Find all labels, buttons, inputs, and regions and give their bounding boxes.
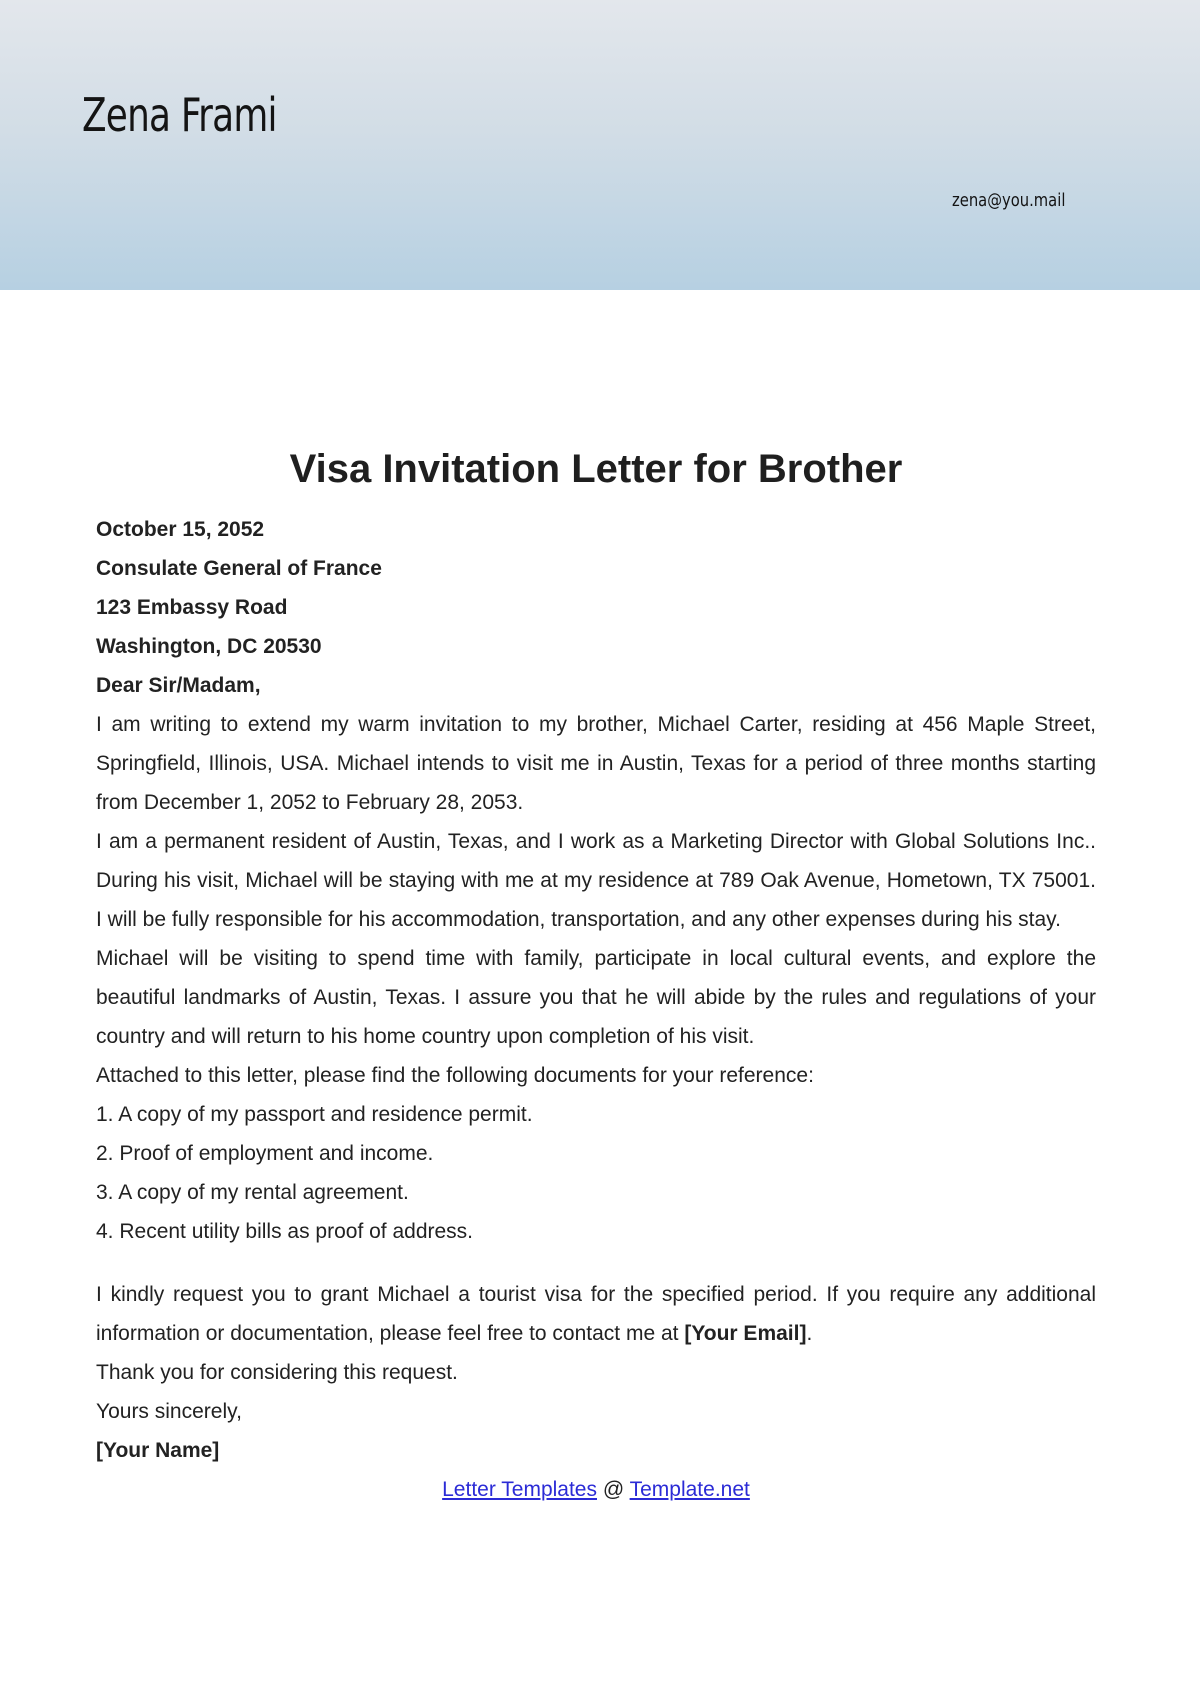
paragraph-purpose: Michael will be visiting to spend time with family, participate in local cultural events, and explore the beautiful landmarks of Austin, Texas. I assure you that he will abide by the rules and regulations of your country and will return to his home country upon completion of his visit. bbox=[96, 947, 1096, 1048]
paragraph-request bbox=[96, 1275, 1096, 1353]
footer-credit bbox=[96, 1470, 1096, 1509]
paragraph-residence: I am a permanent resident of Austin, Texas, and I work as a Marketing Director with Global Solutions Inc.. During his visit, Michael will be staying with me at my residence at 789 Oak Avenue, Hometown, TX 75001. I will be fully responsible for his accommodation, transportation, and any other expenses during his stay. bbox=[96, 830, 1096, 931]
template-net-link[interactable]: Template.net bbox=[629, 1478, 750, 1501]
sender-name: Zena Frami bbox=[82, 88, 277, 142]
list-item: 1. A copy of my passport and residence permit. bbox=[96, 1103, 533, 1126]
request-text: I kindly request you to grant Michael a tourist visa for the specified period. If you require any additional information or documentation, please feel free to contact me at bbox=[96, 1283, 1096, 1345]
sender-email: zena@you.mail bbox=[952, 190, 1066, 211]
paragraph-invitation: I am writing to extend my warm invitation to my brother, Michael Carter, residing at 456 Maple Street, Springfield, Illinois, USA. Michael intends to visit me in Austin, Texas for a period of three months starting from December 1, 2052 to February 28, 2053. bbox=[96, 713, 1096, 814]
letter-title: Visa Invitation Letter for Brother bbox=[289, 447, 903, 491]
header-banner bbox=[0, 0, 1200, 290]
recipient-org: Consulate General of France bbox=[96, 557, 382, 580]
list-item: 4. Recent utility bills as proof of address. bbox=[96, 1220, 474, 1243]
salutation: Dear Sir/Madam, bbox=[96, 674, 261, 697]
letter-templates-link[interactable]: Letter Templates bbox=[442, 1478, 597, 1501]
letter-body bbox=[96, 438, 1096, 1509]
spacer bbox=[96, 1251, 1096, 1275]
closing-line: Yours sincerely, bbox=[96, 1400, 242, 1423]
documents-list bbox=[96, 1095, 1096, 1251]
recipient-city: Washington, DC 20530 bbox=[96, 635, 322, 658]
thanks-line: Thank you for considering this request. bbox=[96, 1361, 458, 1384]
list-item: 2. Proof of employment and income. bbox=[96, 1142, 434, 1165]
request-end: . bbox=[806, 1322, 813, 1345]
request-email: [Your Email] bbox=[684, 1322, 807, 1345]
letter-date: October 15, 2052 bbox=[96, 518, 265, 541]
recipient-street: 123 Embassy Road bbox=[96, 596, 288, 619]
footer-separator: @ bbox=[597, 1478, 630, 1501]
signature: [Your Name] bbox=[96, 1439, 220, 1462]
list-item: 3. A copy of my rental agreement. bbox=[96, 1181, 409, 1204]
paragraph-attachments: Attached to this letter, please find the following documents for your reference: bbox=[96, 1064, 814, 1087]
